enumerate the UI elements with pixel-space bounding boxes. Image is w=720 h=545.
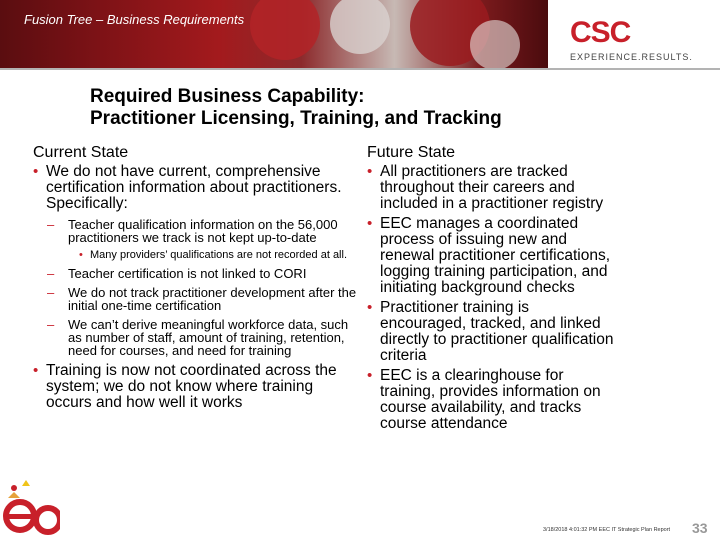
bullet-marker: • xyxy=(33,362,39,379)
current-sub-bullet-3: – We do not track practitioner development after the initial one-time certification xyxy=(47,285,357,313)
current-sub-sub-bullet-1: • Many providers’ qualifications are not recorded at all. xyxy=(79,249,348,261)
current-state-heading: Current State xyxy=(33,144,129,161)
csc-logo-tagline: EXPERIENCE.RESULTS. xyxy=(570,52,693,62)
page-number: 33 xyxy=(692,520,708,536)
dash-marker: – xyxy=(47,266,55,281)
bullet-marker: • xyxy=(79,249,83,261)
footer-text: 3/18/2018 4:01:32 PM EEC IT Strategic Plan Report xyxy=(543,527,671,533)
bullet-marker: • xyxy=(367,163,373,180)
bullet-marker: • xyxy=(367,215,373,232)
future-bullet-4: • EEC is a clearinghouse for training, provides information on course availability, and tracks course attendance xyxy=(367,367,601,432)
eec-logo-graphic xyxy=(0,468,60,540)
current-state-column xyxy=(33,144,363,417)
eec-logo xyxy=(0,468,60,540)
future-bullet-1: • All practitioners are tracked throughout their careers and included in a practitioner registry xyxy=(367,163,604,212)
current-sub-bullet-2: – Teacher certification is not linked to CORI xyxy=(47,266,307,281)
future-state-column xyxy=(367,144,617,436)
current-sub-bullet-1: – Teacher qualification information on the 56,000 practitioners we track is not kept up-to-date xyxy=(47,217,338,245)
csc-logo-mark: CSC xyxy=(570,16,631,49)
slide-title xyxy=(90,86,690,130)
csc-logo xyxy=(566,16,696,62)
header-divider xyxy=(0,68,720,70)
bullet-marker: • xyxy=(367,367,373,384)
bullet-marker: • xyxy=(367,299,373,316)
slide-header xyxy=(0,0,720,72)
bullet-marker: • xyxy=(33,163,39,180)
current-bullet-2: • Training is now not coordinated across the system; we do not know where training occurs and how well it works xyxy=(33,362,337,411)
future-bullet-3: • Practitioner training is encouraged, tracked, and linked directly to practitioner qualification criteria xyxy=(367,299,614,364)
dash-marker: – xyxy=(47,217,55,232)
future-state-heading: Future State xyxy=(367,144,456,161)
current-bullet-1: • We do not have current, comprehensive certification information about practitioners. Specifically: xyxy=(33,163,342,212)
current-sub-bullet-4: – We can’t derive meaningful workforce data, such as number of staff, amount of training, retention, need for courses, and need for training xyxy=(47,317,349,358)
slide-title-line-1: Required Business Capability: xyxy=(90,86,365,107)
dash-marker: – xyxy=(47,285,55,300)
cyclists-banner-photo xyxy=(0,0,548,68)
banner-title: Fusion Tree – Business Requirements xyxy=(24,12,245,27)
dash-marker: – xyxy=(47,317,55,332)
future-bullet-2: • EEC manages a coordinated process of issuing new and renewal practitioner certifications, logging training participation, and initiating background checks xyxy=(367,215,611,296)
slide-title-line-2: Practitioner Licensing, Training, and Tracking xyxy=(90,108,502,129)
